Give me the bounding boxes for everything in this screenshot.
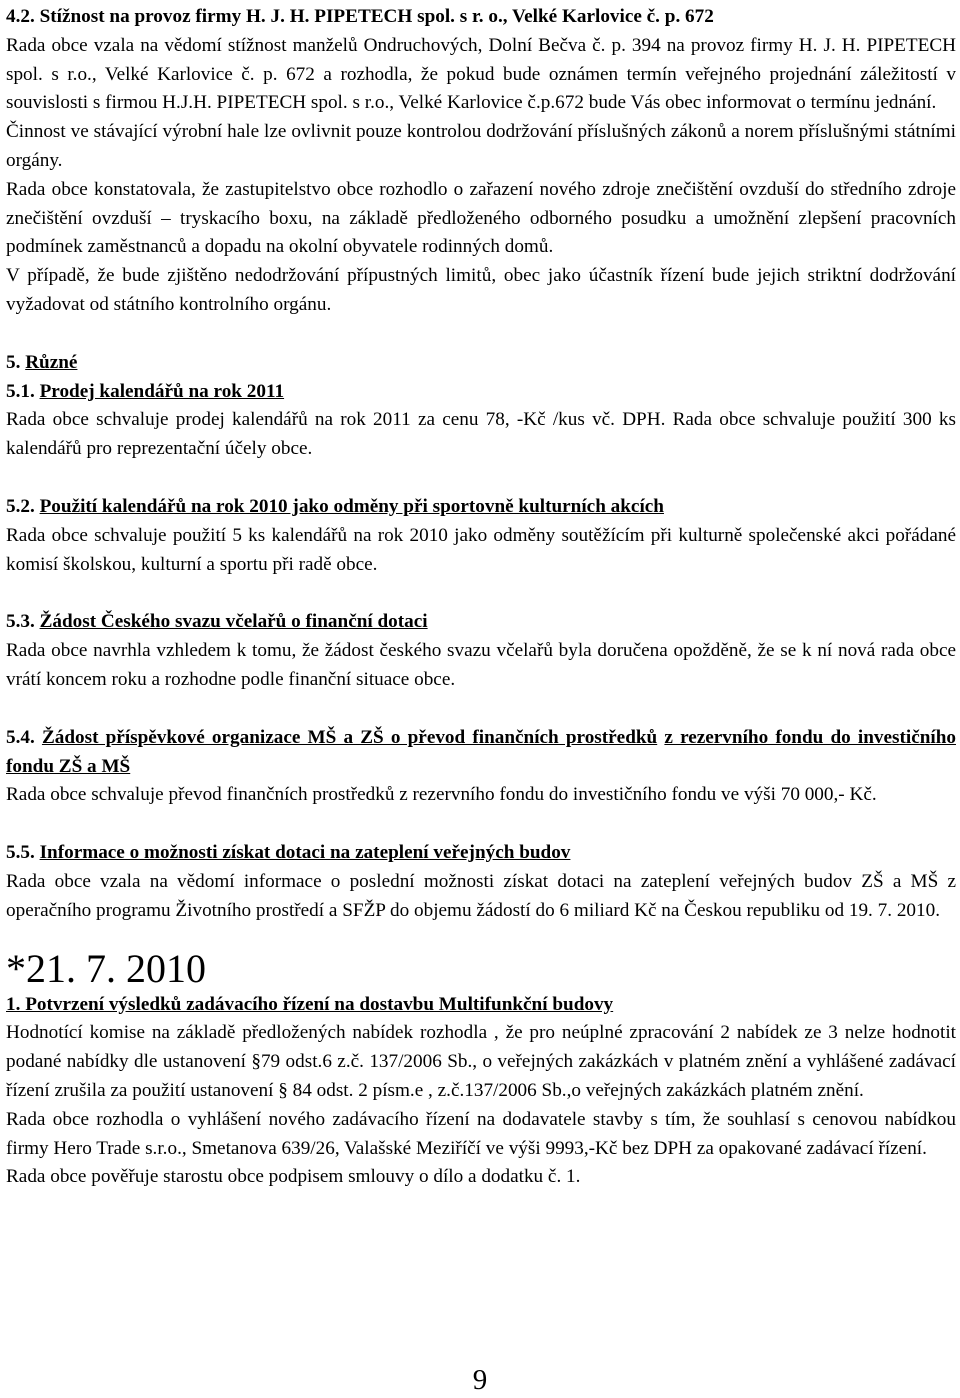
section-5-1-title: Prodej kalendářů na rok 2011 [39, 380, 285, 402]
section-5-4-body: Rada obce schvaluje převod finančních prostředků z rezervního fondu do investičního fondu ve výši 70 000,- Kč. [6, 784, 877, 806]
section-4-2-paragraph-1 [6, 32, 956, 118]
section-5-2-body: Rada obce schvaluje použití 5 ks kalendářů na rok 2010 jako odměny soutěžícím při kulturně společenské akci pořádané komisí školskou, kulturní a sportu při radě obce. [6, 524, 956, 575]
section-5-1-heading [6, 378, 956, 407]
section-5-4-title-continued: z rezervního fondu do investičního fondu ZŠ a MŠ [6, 726, 956, 777]
section-5-3-number: 5.3. [6, 611, 40, 633]
section-5-1-body: Rada obce schvaluje prodej kalendářů na rok 2011 za cenu 78, -Kč /kus vč. DPH. Rada obce schvaluje použití 300 ks kalendářů pro reprezentační účely obce. [6, 409, 956, 460]
section-5-4-heading [6, 724, 956, 782]
section-5-title: Různé [25, 351, 78, 373]
document-page [6, 0, 956, 1192]
section-5-number: 5. [6, 351, 26, 373]
section-5-5-number: 5.5. [6, 842, 40, 864]
section-1-paragraph-2: Rada obce rozhodla o vyhlášení nového zadávacího řízení na dodavatele stavby s tím, že souhlasí s cenovou nabídkou firmy Hero Trade s.r.o., Smetanova 639/26, Valašské Meziříčí ve výši 9993,-Kč bez DPH za opakované zadávací řízení. [6, 1108, 956, 1159]
section-1-paragraph-3: Rada obce pověřuje starostu obce podpisem smlouvy o dílo a dodatku č. 1. [6, 1166, 581, 1188]
section-4-2-heading: 4.2. Stížnost na provoz firmy H. J. H. PIPETECH spol. s r. o., Velké Karlovice č. p. 672 [6, 6, 714, 27]
section-1-heading: 1. Potvrzení výsledků zadávacího řízení na dostavbu Multifunkční budovy [6, 993, 614, 1015]
section-5-3-title: Žádost Českého svazu včelařů o finanční dotaci [39, 611, 428, 633]
section-5-5-title: Informace o možnosti získat dotaci na zateplení veřejných budov [39, 842, 571, 864]
section-5-2-heading [6, 493, 956, 522]
section-5-2-number: 5.2. [6, 495, 40, 517]
section-5-1-number: 5.1. [6, 380, 40, 402]
section-5-3-body: Rada obce navrhla vzhledem k tomu, že žádost českého svazu včelařů byla doručena opožděně, že se k ní nová rada obce vrátí koncem roku a rozhodne podle finanční situace obce. [6, 640, 956, 690]
section-4-2-paragraph-1-end: 672 bude Vás obec informovat o termínu jednání. [555, 92, 937, 114]
section-4-2-paragraph-3: Rada obce konstatovala, že zastupitelstvo obce rozhodlo o zařazení nového zdroje znečištění ovzduší do středního zdroje znečištění ovzduší – tryskacího boxu, na základě předloženého odborného posudku a umožnění zlepšení pracovních podmínek zaměstnanců a dopadu na okolní obyvatele rodinných domů. [6, 178, 956, 258]
section-1-paragraph-1: Hodnotící komise na základě předložených nabídek rozhodla , že pro neúplné zpracování 2 nabídek ze 3 nelze hodnotit podané nabídky dle ustanovení §79 odst.6 z.č. 137/2006 Sb., o veřejných zakázkách v platném znění a vyhlášené zadávací řízení zrušila za použití ustanovení § 84 odst. 2 písm.e , z.č.137/2006 Sb.,o veřejných zakázkách platném znění. [6, 1022, 956, 1101]
section-5-4-number: 5.4. [6, 726, 42, 748]
section-4-2-paragraph-4: V případě, že bude zjištěno nedodržování přípustných limitů, obec jako účastník řízení bude jejich striktní dodržování vyžadovat od státního kontrolního orgánu. [6, 265, 956, 315]
section-5-5-body: Rada obce vzala na vědomí informace o poslední možnosti získat dotaci na zateplení veřejných budov ZŠ a MŠ z operačního programu Životního prostředí a SFŽP do objemu žádostí do 6 miliard Kč na Českou republiku od 19. 7. 2010. [6, 870, 956, 921]
section-5-4-title: Žádost příspěvkové organizace MŠ a ZŠ o převod finančních prostředků [41, 726, 658, 748]
section-4-2-paragraph-2: Činnost ve stávající výrobní hale lze ovlivnit pouze kontrolou dodržování příslušných zákonů a norem příslušnými státními orgány. [6, 121, 956, 171]
section-4-2-paragraph-1-text: Rada obce vzala na vědomí stížnost manželů Ondruchových, Dolní Bečva č. p. 394 na provoz firmy H. J. H. PIPETECH spol. s r.o., Velké Karlovice č. p. 672 a rozhodla, že pokud bude oznámen termín veřejného projednání záležitostí v souvislosti s firmou H.J.H. PIPETECH spol. s r.o., Velké Karlovice č.p. [6, 34, 956, 114]
section-5-5-heading [6, 839, 956, 868]
section-5-2-title: Použití kalendářů na rok 2010 jako odměny při sportovně kulturních akcích [39, 495, 664, 517]
meeting-date: *21. 7. 2010 [6, 945, 206, 991]
section-5-3-heading [6, 608, 956, 637]
section-5-heading [6, 349, 956, 378]
page-number: 9 [472, 1364, 488, 1396]
